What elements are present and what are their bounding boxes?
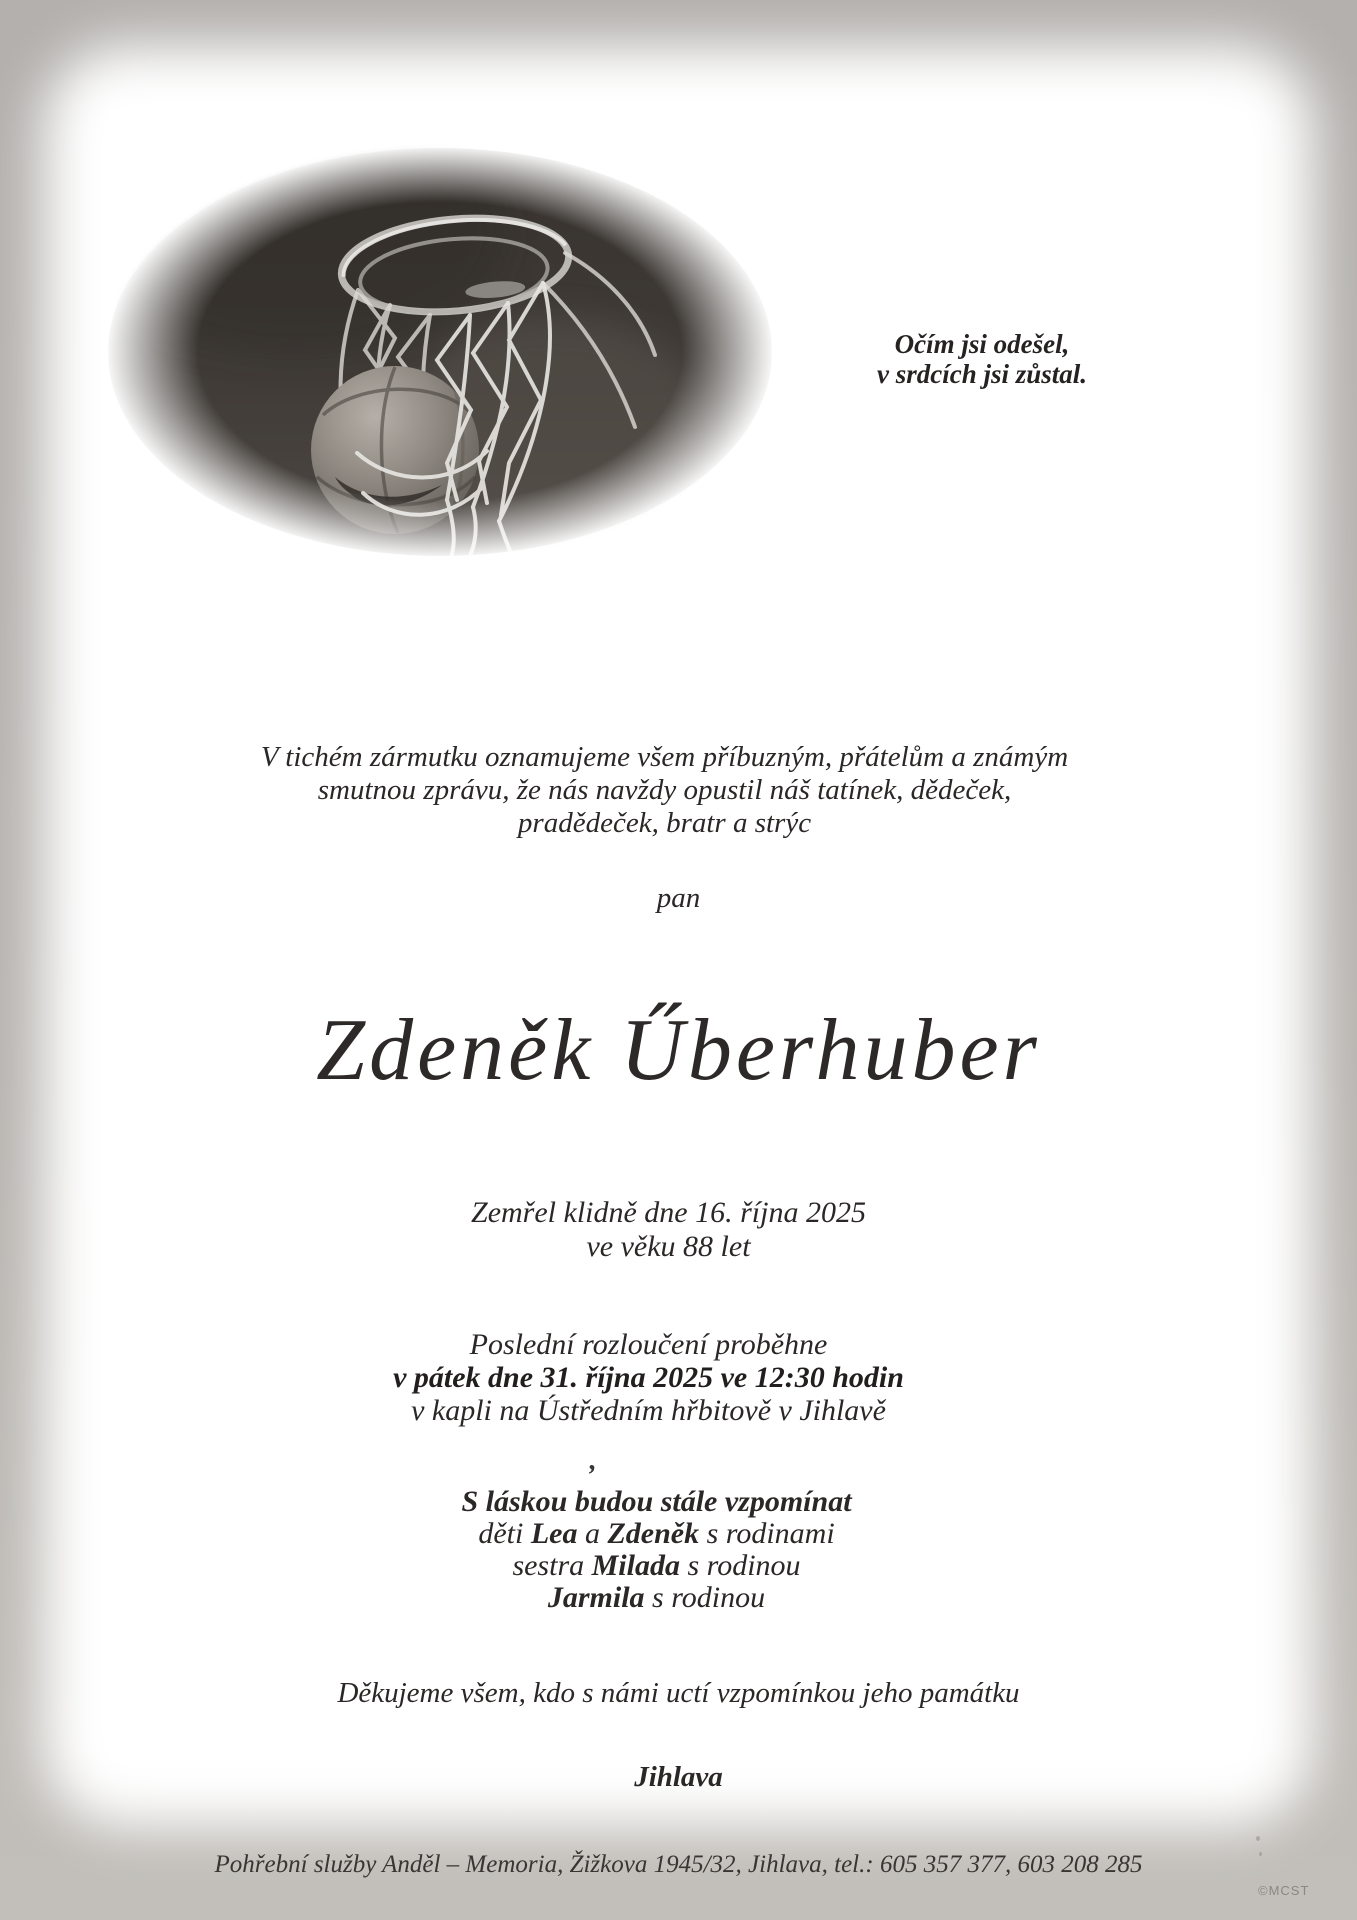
- photo-oval: [95, 125, 772, 577]
- farewell-line-1: Poslední rozloučení proběhne: [469, 1328, 828, 1361]
- remembrance-sister-line: [0, 1550, 1335, 1582]
- remembrance-children-line: [0, 1518, 1335, 1550]
- announcement-paragraph: [0, 741, 1343, 840]
- deceased-name: Zdeněk Űberhuber: [316, 1002, 1041, 1099]
- sister2-suffix: s rodinou: [644, 1581, 766, 1614]
- salutation: pan: [656, 882, 701, 914]
- death-date-line: Zemřel klidně dne 16. října 2025: [471, 1196, 866, 1229]
- city-line: Jihlava: [634, 1761, 723, 1793]
- remembrance-heading: S láskou budou stále vzpomínat: [461, 1485, 852, 1518]
- farewell-place-line: v kapli na Ústředním hřbitově v Jihlavě: [411, 1394, 886, 1427]
- children-suffix: s rodinami: [699, 1517, 835, 1550]
- child-name-1: Lea: [530, 1517, 578, 1550]
- motto-line-2: v srdcích jsi zůstal.: [876, 359, 1088, 389]
- children-conjunction: a: [577, 1517, 608, 1550]
- scan-speck: [1256, 1836, 1260, 1841]
- funeral-home-footer: Pohřební služby Anděl – Memoria, Žižkova 1945/32, Jihlava, tel.: 605 357 377, 603 208 285: [214, 1851, 1143, 1878]
- scan-speck: [1259, 1852, 1262, 1856]
- sister-name: Milada: [591, 1549, 680, 1582]
- thanks-line: Děkujeme všem, kdo s námi uctí vzpomínkou jeho památku: [337, 1677, 1020, 1709]
- scan-watermark: ©MCST: [1258, 1883, 1310, 1898]
- announcement-line-2: smutnou zprávu, že nás navždy opustil náš tatínek, dědeček,: [317, 774, 1012, 806]
- sister2-name: Jarmila: [547, 1581, 645, 1614]
- sister-suffix: s rodinou: [679, 1549, 801, 1582]
- farewell-info: [0, 1328, 1327, 1427]
- motto-line-1: Očím jsi odešel,: [894, 329, 1070, 359]
- death-age-line: ve věku 88 let: [586, 1230, 751, 1263]
- basketball-photo-svg: [95, 125, 795, 585]
- death-info: [0, 1196, 1347, 1264]
- remembrance-sister2-line: [0, 1582, 1335, 1614]
- motto: [822, 329, 1142, 389]
- remembrance-section: [0, 1486, 1335, 1614]
- farewell-date-line: v pátek dne 31. října 2025 ve 12:30 hodin: [393, 1361, 904, 1394]
- announcement-line-1: V tichém zármutku oznamujeme všem příbuzným, přátelům a známým: [260, 741, 1069, 773]
- stray-ink-mark: ’: [586, 1460, 596, 1491]
- children-prefix: děti: [478, 1517, 531, 1550]
- sister-prefix: sestra: [512, 1549, 592, 1582]
- basketball-photo: [95, 125, 795, 585]
- announcement-line-3: pradědeček, bratr a strýc: [517, 807, 812, 839]
- child-name-2: Zdeněk: [607, 1517, 700, 1550]
